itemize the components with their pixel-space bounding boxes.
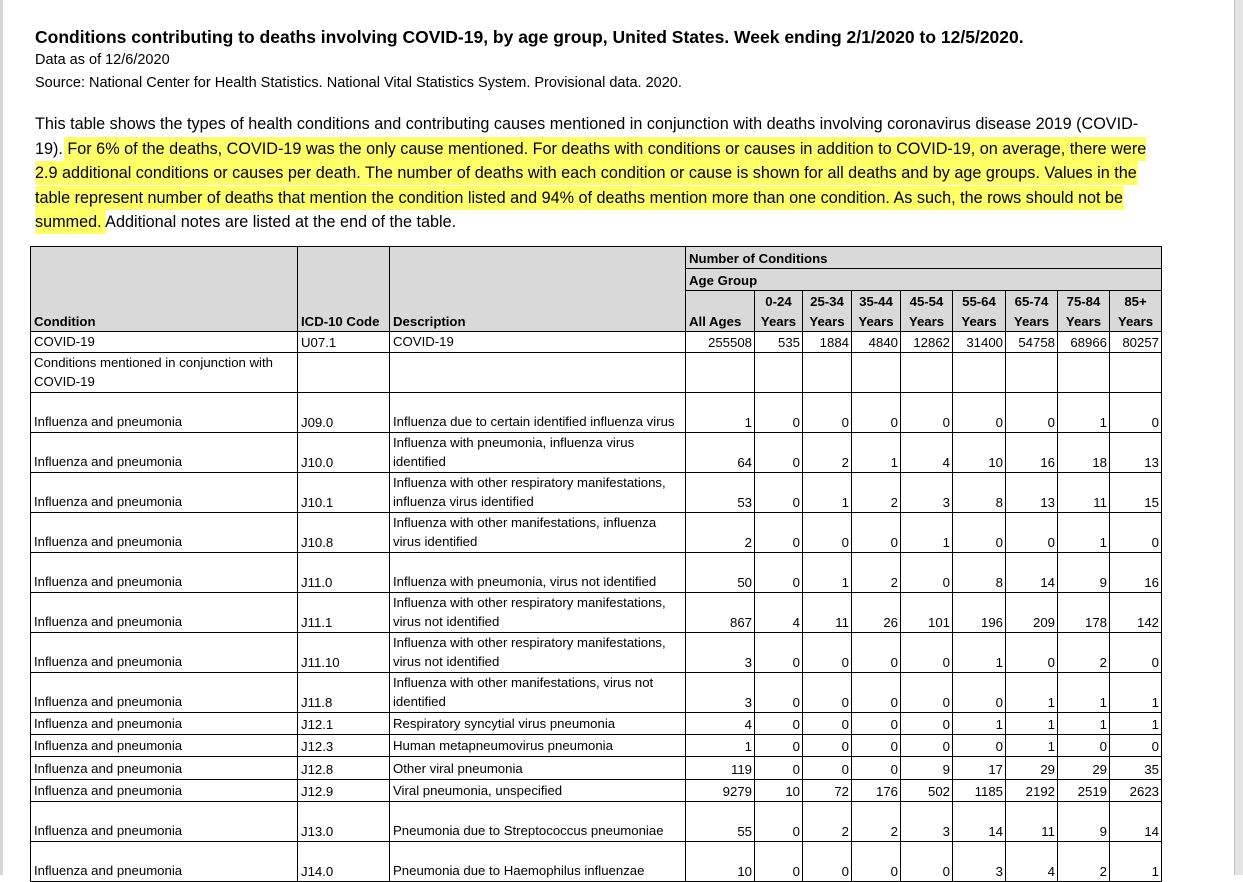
table-row [31, 392, 1162, 432]
cell-age-value: 72 [803, 779, 852, 801]
cell-age-value [1006, 352, 1058, 392]
table-row [31, 592, 1162, 632]
cell-age-value: 0 [755, 472, 803, 512]
header-description: Description [390, 247, 686, 332]
cell-age-value: 1 [803, 472, 852, 512]
cell-age-value: 178 [1058, 592, 1110, 632]
cell-condition: Influenza and pneumonia [31, 432, 298, 472]
age-range-label: 35-44 [859, 294, 893, 309]
cell-condition: Influenza and pneumonia [31, 779, 298, 801]
cell-age-value: 17 [953, 756, 1006, 779]
cell-age-value: 2 [1058, 632, 1110, 672]
age-range-label: 45-54 [909, 294, 944, 309]
table-row [31, 801, 1162, 841]
cell-description: Viral pneumonia, unspecified [390, 779, 686, 801]
cell-age-value: 0 [953, 392, 1006, 432]
years-label: Years [809, 313, 845, 329]
cell-icd-code: J12.8 [298, 756, 390, 779]
cell-age-value: 209 [1006, 592, 1058, 632]
cell-age-value: 0 [803, 841, 852, 881]
cell-age-value: 0 [901, 841, 953, 881]
cell-icd-code: J10.1 [298, 472, 390, 512]
cell-age-value: 1 [1110, 712, 1162, 734]
cell-all-ages: 255508 [686, 332, 755, 353]
cell-age-value: 1 [953, 632, 1006, 672]
cell-age-value: 14 [953, 801, 1006, 841]
header-age-1 [803, 291, 852, 332]
cell-all-ages: 4 [686, 712, 755, 734]
cell-condition: COVID-19 [31, 332, 298, 353]
cell-condition: Influenza and pneumonia [31, 756, 298, 779]
table-row [31, 352, 1162, 392]
cell-age-value: 1 [1006, 712, 1058, 734]
cell-icd-code: J11.10 [298, 632, 390, 672]
header-all-ages: All Ages [686, 291, 755, 332]
cell-icd-code: J14.0 [298, 841, 390, 881]
header-condition: Condition [31, 247, 298, 332]
cell-age-value: 4 [901, 432, 953, 472]
cell-age-value: 13 [1006, 472, 1058, 512]
cell-age-value: 0 [755, 801, 803, 841]
cell-all-ages: 1 [686, 392, 755, 432]
cell-condition: Influenza and pneumonia [31, 734, 298, 756]
cell-age-value: 0 [1110, 392, 1162, 432]
header-icd-code: ICD-10 Code [298, 247, 390, 332]
cell-icd-code: J13.0 [298, 801, 390, 841]
cell-all-ages: 867 [686, 592, 755, 632]
cell-age-value [1110, 352, 1162, 392]
cell-icd-code: J10.0 [298, 432, 390, 472]
cell-description: Influenza with pneumonia, influenza virus identified [390, 432, 686, 472]
years-label: Years [858, 313, 894, 329]
cell-age-value: 142 [1110, 592, 1162, 632]
cell-age-value: 0 [803, 672, 852, 712]
header-age-3 [901, 291, 953, 332]
cell-description: Influenza with other respiratory manifestations, virus not identified [390, 592, 686, 632]
cell-all-ages: 55 [686, 801, 755, 841]
years-label: Years [1117, 313, 1154, 329]
table-row [31, 841, 1162, 881]
cell-age-value: 9 [1058, 552, 1110, 592]
age-range-label: 85+ [1124, 294, 1147, 309]
age-range-label: 75-84 [1066, 294, 1101, 309]
cell-description: Influenza with pneumonia, virus not identified [390, 552, 686, 592]
cell-age-value: 0 [901, 734, 953, 756]
table-row [31, 552, 1162, 592]
cell-age-value: 13 [1110, 432, 1162, 472]
cell-age-value [1058, 352, 1110, 392]
cell-age-value: 4 [755, 592, 803, 632]
cell-condition: Influenza and pneumonia [31, 392, 298, 432]
cell-age-value: 0 [803, 392, 852, 432]
years-label: Years [1065, 313, 1102, 329]
cell-age-value: 12862 [901, 332, 953, 353]
cell-age-value: 0 [852, 672, 901, 712]
page-edge-left [0, 0, 3, 875]
intro-highlighted-text: For 6% of the deaths, COVID-19 was the only cause mentioned. For deaths with conditions or causes in addition to COVID-19, on average, there were 2.9 additional conditions or causes per death. The number of deaths with each condition or cause is shown for all deaths and by age groups. Values in the table represent number of deaths that mention the condition listed and 94% of deaths mention more than one condition. As such, the rows should not be summed. [35, 139, 1147, 231]
cell-age-value: 1 [1058, 512, 1110, 552]
cell-age-value: 1 [1058, 392, 1110, 432]
cell-age-value: 0 [803, 734, 852, 756]
cell-age-value: 1 [1006, 672, 1058, 712]
cell-condition: Influenza and pneumonia [31, 841, 298, 881]
cell-age-value [852, 352, 901, 392]
cell-age-value: 0 [852, 756, 901, 779]
cell-age-value: 1 [803, 552, 852, 592]
age-range-label: 0-24 [765, 294, 792, 309]
cell-condition: Influenza and pneumonia [31, 592, 298, 632]
cell-age-value: 3 [901, 472, 953, 512]
intro-tail-text: Additional notes are listed at the end of the table. [101, 213, 457, 231]
header-age-4 [953, 291, 1006, 332]
cell-age-value: 80257 [1110, 332, 1162, 353]
data-as-of: Data as of 12/6/2020 [35, 52, 170, 68]
cell-condition: Influenza and pneumonia [31, 472, 298, 512]
header-age-group: Age Group [686, 269, 1162, 291]
table-row [31, 472, 1162, 512]
cell-age-value: 0 [1006, 392, 1058, 432]
intro-plain-text: This table shows the types of health conditions and contributing causes mentioned in conjunction with deaths involving coronavirus disease 2019 (COVID-19). [35, 115, 1139, 158]
cell-age-value: 0 [755, 756, 803, 779]
cell-age-value: 0 [852, 512, 901, 552]
cell-age-value: 0 [901, 552, 953, 592]
cell-description: Influenza with other respiratory manifestations, virus not identified [390, 632, 686, 672]
cell-age-value: 1 [852, 432, 901, 472]
cell-age-value: 1 [953, 712, 1006, 734]
cell-age-value: 54758 [1006, 332, 1058, 353]
cell-age-value: 0 [901, 632, 953, 672]
years-label: Years [961, 313, 997, 329]
cell-age-value [901, 352, 953, 392]
cell-icd-code [298, 352, 390, 392]
cell-age-value: 1 [1110, 672, 1162, 712]
cell-age-value: 2 [852, 472, 901, 512]
age-range-label: 25-34 [810, 294, 844, 309]
cell-icd-code: J12.9 [298, 779, 390, 801]
cell-age-value: 0 [755, 841, 803, 881]
cell-age-value: 35 [1110, 756, 1162, 779]
cell-age-value: 15 [1110, 472, 1162, 512]
cell-age-value: 0 [901, 672, 953, 712]
cell-age-value: 68966 [1058, 332, 1110, 353]
cell-condition: Influenza and pneumonia [31, 632, 298, 672]
cell-age-value: 0 [755, 672, 803, 712]
cell-age-value: 31400 [953, 332, 1006, 353]
cell-age-value: 1185 [953, 779, 1006, 801]
cell-age-value: 2 [803, 432, 852, 472]
cell-age-value: 0 [755, 552, 803, 592]
conditions-table [30, 246, 1162, 882]
table-row [31, 432, 1162, 472]
cell-age-value: 1 [1006, 734, 1058, 756]
cell-icd-code: J11.0 [298, 552, 390, 592]
cell-age-value: 2623 [1110, 779, 1162, 801]
cell-age-value: 0 [953, 734, 1006, 756]
cell-age-value: 9 [901, 756, 953, 779]
years-label: Years [1013, 313, 1050, 329]
page-edge-right [1234, 0, 1243, 875]
cell-age-value: 11 [1058, 472, 1110, 512]
cell-age-value: 0 [953, 672, 1006, 712]
cell-age-value: 11 [1006, 801, 1058, 841]
cell-age-value: 535 [755, 332, 803, 353]
cell-condition: Influenza and pneumonia [31, 712, 298, 734]
cell-age-value: 0 [803, 712, 852, 734]
cell-icd-code: U07.1 [298, 332, 390, 353]
cell-age-value: 0 [852, 392, 901, 432]
cell-description: Influenza with other respiratory manifestations, influenza virus identified [390, 472, 686, 512]
cell-age-value: 2192 [1006, 779, 1058, 801]
table-row [31, 779, 1162, 801]
cell-description: Respiratory syncytial virus pneumonia [390, 712, 686, 734]
cell-age-value: 0 [1110, 734, 1162, 756]
age-range-label: 55-64 [962, 294, 996, 309]
cell-age-value: 101 [901, 592, 953, 632]
cell-age-value: 196 [953, 592, 1006, 632]
header-age-0 [755, 291, 803, 332]
cell-age-value: 26 [852, 592, 901, 632]
age-range-label: 65-74 [1014, 294, 1049, 309]
cell-age-value: 14 [1006, 552, 1058, 592]
cell-age-value: 29 [1006, 756, 1058, 779]
cell-description: Influenza with other manifestations, influenza virus identified [390, 512, 686, 552]
cell-description: COVID-19 [390, 332, 686, 353]
cell-all-ages: 50 [686, 552, 755, 592]
cell-age-value: 0 [852, 632, 901, 672]
table-row [31, 672, 1162, 712]
cell-age-value: 0 [755, 512, 803, 552]
years-label: Years [908, 313, 945, 329]
cell-age-value: 10 [953, 432, 1006, 472]
cell-age-value: 29 [1058, 756, 1110, 779]
cell-age-value: 0 [852, 712, 901, 734]
source-line: Source: National Center for Health Statistics. National Vital Statistics System. Provisional data. 2020. [35, 75, 682, 91]
cell-description: Influenza due to certain identified influenza virus [390, 392, 686, 432]
cell-all-ages: 2 [686, 512, 755, 552]
cell-description [390, 352, 686, 392]
cell-age-value: 0 [852, 841, 901, 881]
cell-age-value: 2 [803, 801, 852, 841]
cell-age-value: 0 [953, 512, 1006, 552]
cell-condition: Influenza and pneumonia [31, 512, 298, 552]
cell-age-value: 9 [1058, 801, 1110, 841]
cell-age-value: 1 [1058, 672, 1110, 712]
cell-age-value [803, 352, 852, 392]
cell-age-value: 8 [953, 552, 1006, 592]
header-age-5 [1006, 291, 1058, 332]
table-row [31, 734, 1162, 756]
header-age-2 [852, 291, 901, 332]
cell-description: Other viral pneumonia [390, 756, 686, 779]
cell-icd-code: J11.1 [298, 592, 390, 632]
intro-paragraph [35, 112, 1160, 235]
cell-age-value: 0 [1110, 512, 1162, 552]
cell-age-value: 0 [803, 632, 852, 672]
cell-age-value: 1 [1110, 841, 1162, 881]
cell-age-value: 0 [1058, 734, 1110, 756]
cell-condition: Conditions mentioned in conjunction with COVID-19 [31, 352, 298, 392]
cell-all-ages: 3 [686, 632, 755, 672]
cell-all-ages: 3 [686, 672, 755, 712]
cell-age-value: 0 [1006, 512, 1058, 552]
cell-age-value: 4 [1006, 841, 1058, 881]
cell-all-ages: 64 [686, 432, 755, 472]
cell-all-ages: 53 [686, 472, 755, 512]
cell-age-value: 18 [1058, 432, 1110, 472]
table-row [31, 712, 1162, 734]
cell-icd-code: J10.8 [298, 512, 390, 552]
cell-age-value: 4840 [852, 332, 901, 353]
table-row [31, 632, 1162, 672]
cell-age-value: 0 [1110, 632, 1162, 672]
cell-age-value: 0 [803, 512, 852, 552]
cell-age-value: 3 [901, 801, 953, 841]
cell-condition: Influenza and pneumonia [31, 801, 298, 841]
cell-all-ages: 119 [686, 756, 755, 779]
cell-age-value: 2 [852, 801, 901, 841]
cell-age-value: 14 [1110, 801, 1162, 841]
cell-age-value: 0 [755, 712, 803, 734]
cell-age-value: 1884 [803, 332, 852, 353]
cell-all-ages: 1 [686, 734, 755, 756]
cell-age-value: 0 [755, 392, 803, 432]
cell-age-value: 0 [755, 632, 803, 672]
header-number-of-conditions: Number of Conditions [686, 247, 1162, 269]
cell-description: Influenza with other manifestations, virus not identified [390, 672, 686, 712]
cell-description: Human metapneumovirus pneumonia [390, 734, 686, 756]
cell-age-value: 16 [1006, 432, 1058, 472]
cell-age-value: 2 [1058, 841, 1110, 881]
cell-age-value: 176 [852, 779, 901, 801]
table-row [31, 756, 1162, 779]
years-label: Years [760, 313, 797, 329]
cell-age-value: 0 [755, 432, 803, 472]
cell-age-value: 3 [953, 841, 1006, 881]
cell-age-value: 11 [803, 592, 852, 632]
cell-age-value [953, 352, 1006, 392]
cell-icd-code: J12.3 [298, 734, 390, 756]
header-age-6 [1058, 291, 1110, 332]
cell-all-ages: 10 [686, 841, 755, 881]
cell-age-value: 0 [755, 734, 803, 756]
cell-description: Pneumonia due to Haemophilus influenzae [390, 841, 686, 881]
header-age-7 [1110, 291, 1162, 332]
cell-age-value: 10 [755, 779, 803, 801]
cell-all-ages: 9279 [686, 779, 755, 801]
document-title: Conditions contributing to deaths involving COVID-19, by age group, United States. Week ending 2/1/2020 to 12/5/2020. [35, 27, 1024, 47]
cell-icd-code: J11.8 [298, 672, 390, 712]
cell-age-value: 1 [901, 512, 953, 552]
cell-age-value: 1 [1058, 712, 1110, 734]
cell-age-value: 8 [953, 472, 1006, 512]
table-row [31, 332, 1162, 353]
cell-age-value: 0 [803, 756, 852, 779]
cell-all-ages [686, 352, 755, 392]
cell-age-value: 0 [901, 712, 953, 734]
cell-age-value: 2 [852, 552, 901, 592]
cell-icd-code: J12.1 [298, 712, 390, 734]
cell-icd-code: J09.0 [298, 392, 390, 432]
cell-condition: Influenza and pneumonia [31, 672, 298, 712]
cell-age-value: 2519 [1058, 779, 1110, 801]
cell-age-value: 0 [1006, 632, 1058, 672]
cell-age-value: 16 [1110, 552, 1162, 592]
cell-age-value [755, 352, 803, 392]
table-row [31, 512, 1162, 552]
cell-age-value: 502 [901, 779, 953, 801]
cell-age-value: 0 [852, 734, 901, 756]
cell-description: Pneumonia due to Streptococcus pneumoniae [390, 801, 686, 841]
cell-age-value: 0 [901, 392, 953, 432]
cell-condition: Influenza and pneumonia [31, 552, 298, 592]
